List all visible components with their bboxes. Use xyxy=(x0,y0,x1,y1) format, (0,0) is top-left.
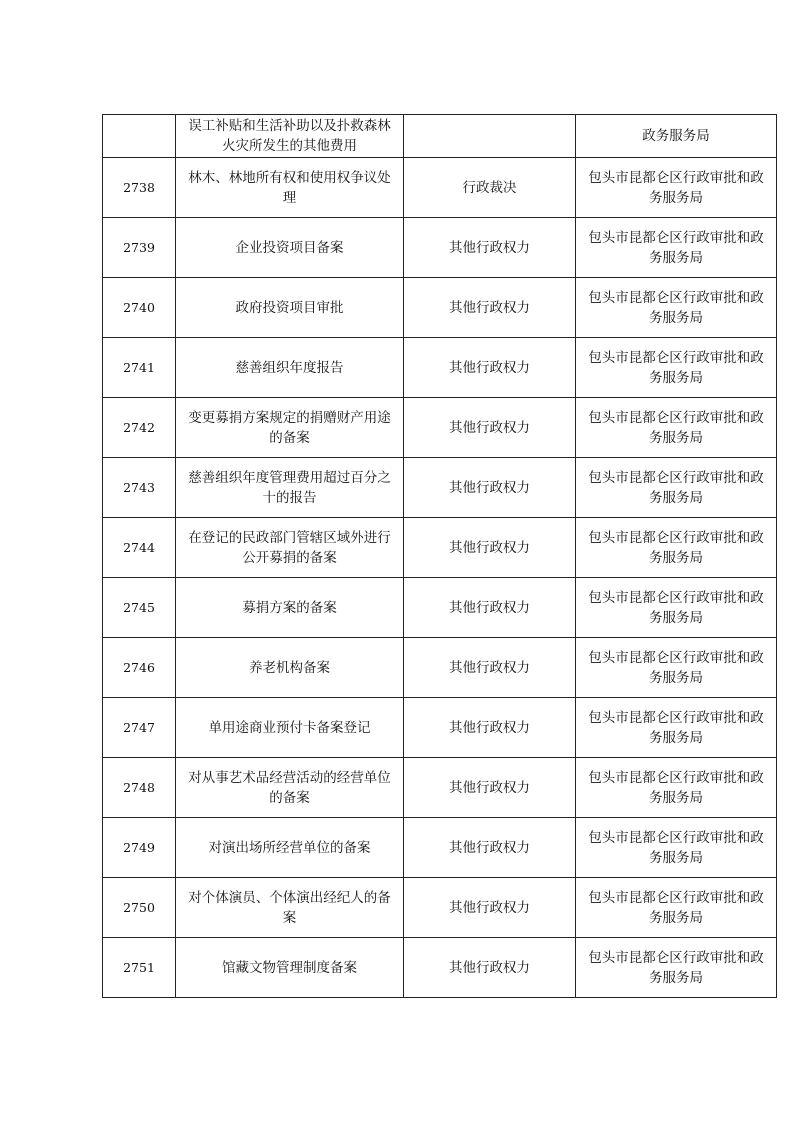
cell-category: 其他行政权力 xyxy=(404,818,576,878)
cell-category: 其他行政权力 xyxy=(404,578,576,638)
cell-department: 包头市昆都仑区行政审批和政务服务局 xyxy=(576,818,777,878)
cell-category: 其他行政权力 xyxy=(404,638,576,698)
cell-department: 包头市昆都仑区行政审批和政务服务局 xyxy=(576,758,777,818)
table-row xyxy=(103,218,777,278)
cell-number: 2749 xyxy=(103,818,176,878)
power-list-table xyxy=(102,114,777,998)
cell-number: 2743 xyxy=(103,458,176,518)
cell-item: 企业投资项目备案 xyxy=(176,218,404,278)
cell-category: 其他行政权力 xyxy=(404,758,576,818)
cell-number: 2741 xyxy=(103,338,176,398)
cell-department: 包头市昆都仑区行政审批和政务服务局 xyxy=(576,638,777,698)
cell-item: 对个体演员、个体演出经纪人的备案 xyxy=(176,878,404,938)
table-row xyxy=(103,818,777,878)
table-body xyxy=(103,115,777,998)
cell-item: 对从事艺术品经营活动的经营单位的备案 xyxy=(176,758,404,818)
cell-department: 包头市昆都仑区行政审批和政务服务局 xyxy=(576,278,777,338)
cell-category xyxy=(404,115,576,158)
cell-department: 包头市昆都仑区行政审批和政务服务局 xyxy=(576,578,777,638)
cell-item: 在登记的民政部门管辖区域外进行公开募捐的备案 xyxy=(176,518,404,578)
cell-item: 馆藏文物管理制度备案 xyxy=(176,938,404,998)
cell-number: 2747 xyxy=(103,698,176,758)
cell-department: 包头市昆都仑区行政审批和政务服务局 xyxy=(576,398,777,458)
cell-category: 其他行政权力 xyxy=(404,518,576,578)
cell-number: 2742 xyxy=(103,398,176,458)
cell-item: 对演出场所经营单位的备案 xyxy=(176,818,404,878)
cell-item: 慈善组织年度管理费用超过百分之十的报告 xyxy=(176,458,404,518)
cell-item: 政府投资项目审批 xyxy=(176,278,404,338)
cell-department: 包头市昆都仑区行政审批和政务服务局 xyxy=(576,938,777,998)
table-row xyxy=(103,758,777,818)
table-row xyxy=(103,698,777,758)
cell-category: 其他行政权力 xyxy=(404,878,576,938)
cell-category: 其他行政权力 xyxy=(404,458,576,518)
table-row xyxy=(103,338,777,398)
cell-number: 2744 xyxy=(103,518,176,578)
cell-item: 变更募捐方案规定的捐赠财产用途的备案 xyxy=(176,398,404,458)
table-row xyxy=(103,938,777,998)
cell-number: 2750 xyxy=(103,878,176,938)
cell-item: 单用途商业预付卡备案登记 xyxy=(176,698,404,758)
table-row xyxy=(103,278,777,338)
table-row xyxy=(103,578,777,638)
cell-number: 2748 xyxy=(103,758,176,818)
cell-department: 包头市昆都仑区行政审批和政务服务局 xyxy=(576,518,777,578)
cell-number: 2738 xyxy=(103,158,176,218)
table-row xyxy=(103,398,777,458)
table-row-continued xyxy=(103,115,777,158)
cell-item: 慈善组织年度报告 xyxy=(176,338,404,398)
cell-category: 其他行政权力 xyxy=(404,698,576,758)
cell-number: 2746 xyxy=(103,638,176,698)
cell-category: 其他行政权力 xyxy=(404,398,576,458)
cell-category: 其他行政权力 xyxy=(404,938,576,998)
cell-department: 包头市昆都仑区行政审批和政务服务局 xyxy=(576,878,777,938)
cell-item: 养老机构备案 xyxy=(176,638,404,698)
cell-number xyxy=(103,115,176,158)
cell-number: 2751 xyxy=(103,938,176,998)
table-row xyxy=(103,878,777,938)
cell-item: 误工补贴和生活补助以及扑救森林火灾所发生的其他费用 xyxy=(176,115,404,158)
cell-item: 募捐方案的备案 xyxy=(176,578,404,638)
cell-department: 包头市昆都仑区行政审批和政务服务局 xyxy=(576,218,777,278)
table-row xyxy=(103,158,777,218)
table-row xyxy=(103,518,777,578)
table-row xyxy=(103,638,777,698)
cell-department: 政务服务局 xyxy=(576,115,777,158)
cell-number: 2745 xyxy=(103,578,176,638)
cell-department: 包头市昆都仑区行政审批和政务服务局 xyxy=(576,158,777,218)
cell-number: 2739 xyxy=(103,218,176,278)
cell-department: 包头市昆都仑区行政审批和政务服务局 xyxy=(576,458,777,518)
cell-category: 其他行政权力 xyxy=(404,278,576,338)
cell-department: 包头市昆都仑区行政审批和政务服务局 xyxy=(576,698,777,758)
cell-category: 行政裁决 xyxy=(404,158,576,218)
table-row xyxy=(103,458,777,518)
cell-category: 其他行政权力 xyxy=(404,338,576,398)
cell-item: 林木、林地所有权和使用权争议处理 xyxy=(176,158,404,218)
cell-number: 2740 xyxy=(103,278,176,338)
cell-department: 包头市昆都仑区行政审批和政务服务局 xyxy=(576,338,777,398)
cell-category: 其他行政权力 xyxy=(404,218,576,278)
